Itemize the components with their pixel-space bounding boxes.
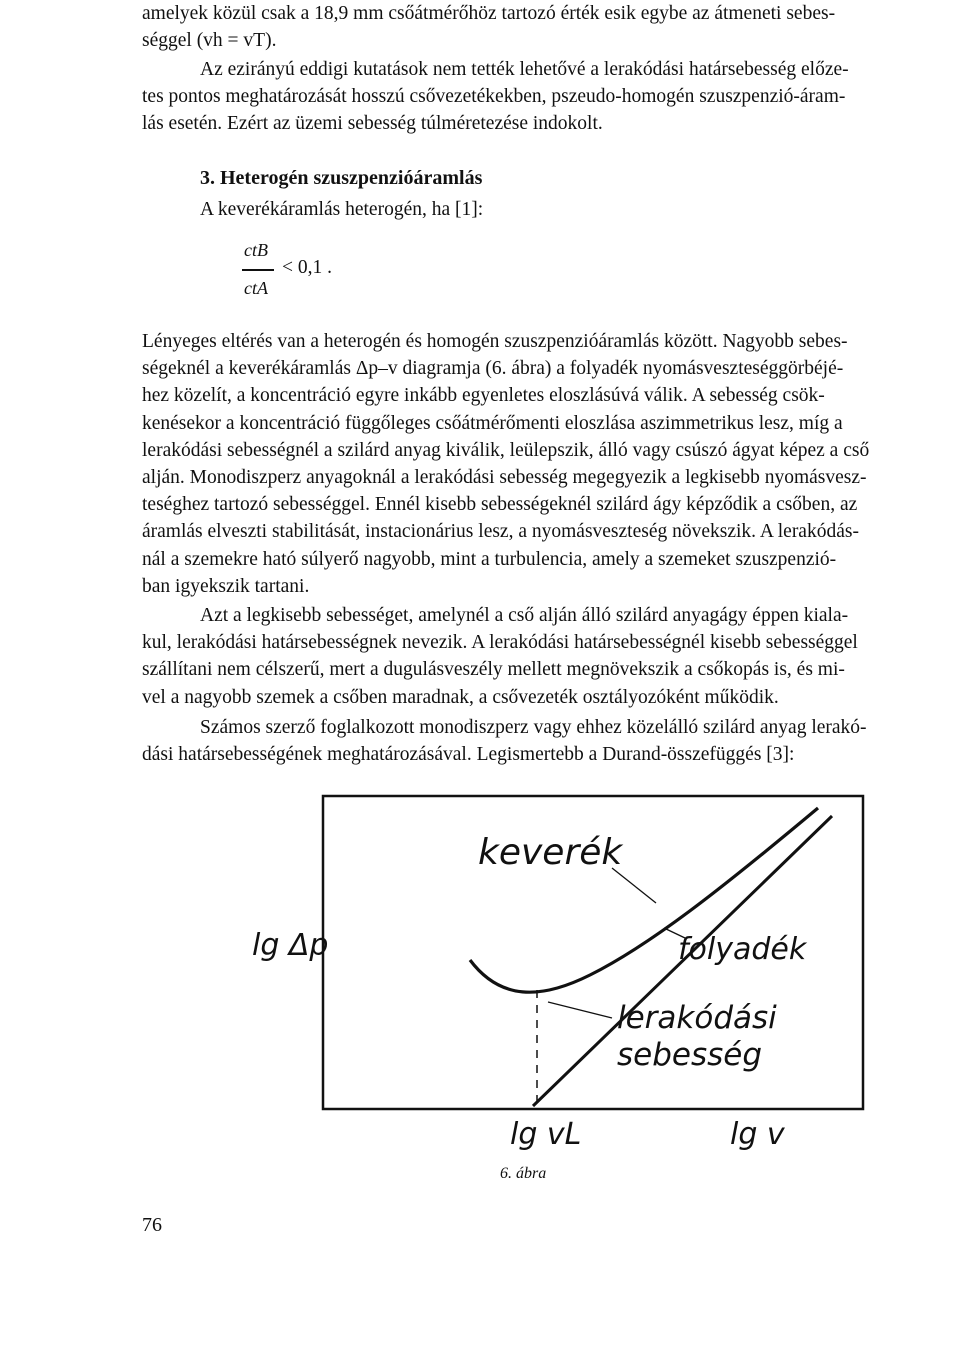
label-mixture: keverék: [478, 832, 623, 873]
x-axis-label-v: lg v: [730, 1117, 785, 1152]
text-line: kul, lerakódási határsebességnek nevezik. A lerakódási határsebességnél kisebb sebességgel: [142, 632, 858, 654]
text-line: tes pontos meghatározását hosszú csővezetékekben, pszeudo-homogén szuszpenzió-áram-: [142, 86, 846, 108]
label-fluid: folyadék: [678, 932, 807, 967]
text-line: áramlás elveszti stabilitását, instacionárius lesz, a nyomásveszteség növekszik. A lerakódás-: [142, 521, 859, 543]
text-line: alján. Monodiszperz anyagoknál a lerakódási sebesség megegyezik a legkisebb nyomásvesz-: [142, 467, 867, 489]
text-line: ban igyekszik tartani.: [142, 575, 310, 597]
text-line: dási határsebességének meghatározásával. Legismertebb a Durand-összefüggés [3]:: [142, 744, 795, 766]
text-line: amelyek közül csak a 18,9 mm csőátmérőhöz tartozó érték esik egybe az átmeneti sebes-: [142, 3, 836, 24]
formula-relation: < 0,1 .: [282, 257, 332, 278]
text-line: séggel (vh = vT).: [142, 30, 277, 52]
text-line: ségeknél a keverékáramlás Δp–v diagramja (6. ábra) a folyadék nyomásveszteséggörbéjé-: [142, 358, 844, 380]
text-line: teséghez tartozó sebességgel. Ennél kisebb sebességeknél szilárd ágy képződik a csőben, az: [142, 494, 858, 516]
text-line: hez közelít, a koncentráció egyre inkább egyenletes eloszlásúvá válik. A sebesség csök-: [142, 385, 825, 407]
formula-denominator: ctA: [244, 278, 268, 298]
text-line: kenésekor a koncentráció függőleges csőátmérőmenti eloszlása aszimmetrikus lesz, míg a: [142, 412, 843, 434]
page-number: 76: [142, 1214, 162, 1236]
x-axis-label-vl: lg vL: [510, 1117, 582, 1152]
text-line: Az ezirányú eddigi kutatások nem tették lehetővé a lerakódási határsebesség előze-: [200, 59, 849, 80]
text-line: lerakódási sebességnél a szilárd anyag kiválik, leülepszik, álló vagy csúszó ágyat képez a cső: [142, 439, 870, 461]
y-axis-label: lg Δp: [252, 928, 329, 963]
text-line: vel a nagyobb szemek a csőben maradnak, a csővezeték osztályozóként működik.: [142, 686, 779, 708]
label-deposition-1: lerakódási: [617, 1000, 777, 1036]
text-line: lás esetén. Ezért az üzemi sebesség túlméretezése indokolt.: [142, 113, 603, 135]
text-line: Azt a legkisebb sebességet, amelynél a cső alján álló szilárd anyagágy éppen kiala-: [200, 605, 849, 626]
leader-deposition: [548, 1002, 612, 1018]
figure-caption: 6. ábra: [500, 1165, 547, 1182]
text-line: Számos szerző foglalkozott monodiszperz vagy ehhez közelálló szilárd anyag lerakó-: [200, 717, 867, 738]
text-line: Lényeges eltérés van a heterogén és homogén szuszpenzióáramlás között. Nagyobb sebes-: [142, 331, 848, 352]
leader-mixture: [612, 868, 656, 903]
section-intro: A keverékáramlás heterogén, ha [1]:: [200, 199, 484, 220]
text-line: szállítani nem célszerű, mert a dugulásveszély mellett megnövekszik a csőkopás is, és mi-: [142, 659, 845, 681]
label-deposition-2: sebesség: [617, 1037, 763, 1073]
section-heading: 3. Heterogén szuszpenzióáramlás: [200, 167, 483, 189]
text-line: nál a szemekre ható súlyerő nagyobb, mint a turbulencia, amely a szemeket szuszpenzió-: [142, 548, 837, 570]
formula-numerator: ctB: [244, 240, 268, 260]
